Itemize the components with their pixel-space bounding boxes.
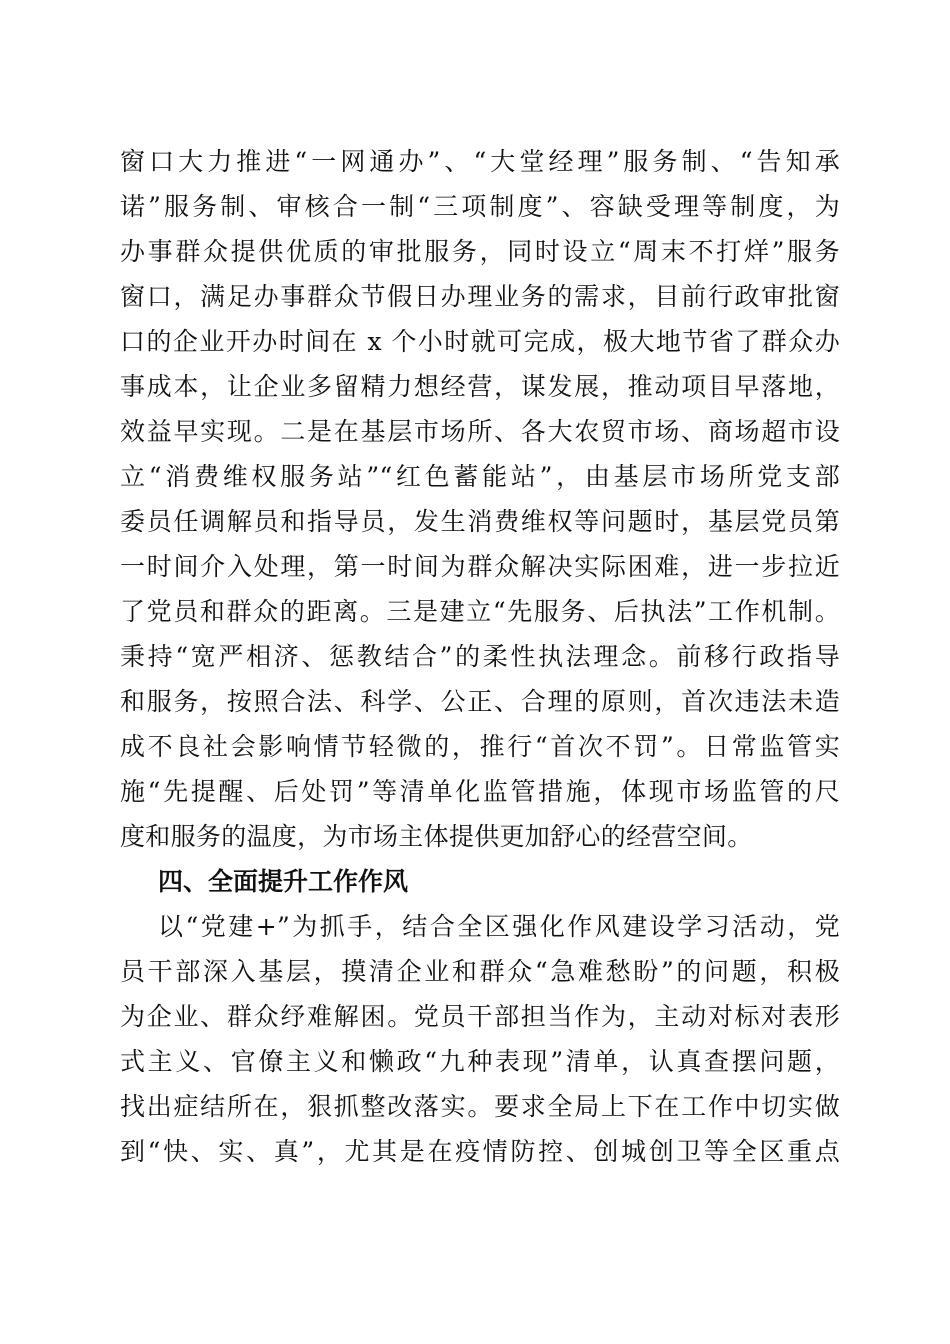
paragraph-1-line: 窗口，满足办事群众节假日办理业务的需求，目前行政审批窗 [120, 282, 840, 311]
paragraph-1-line: 口的企业开办时间在 x 个小时就可完成，极大地节省了群众办 [120, 327, 840, 356]
paragraph-2-line: 以“党建+”为抓手，结合全区强化作风建设学习活动，党 [158, 912, 840, 941]
paragraph-1-line: 诺”服务制、审核合一制“三项制度”、容缺受理等制度，为 [120, 192, 840, 221]
paragraph-1-line: 秉持“宽严相济、惩教结合”的柔性执法理念。前移行政指导 [120, 642, 840, 671]
paragraph-2-line: 式主义、官僚主义和懒政“九种表现”清单，认真查摆问题， [120, 1047, 840, 1076]
paragraph-1-line: 了党员和群众的距离。三是建立“先服务、后执法”工作机制。 [120, 597, 840, 626]
paragraph-1-line: 施“先提醒、后处罚”等清单化监管措施，体现市场监管的尺 [120, 777, 840, 806]
paragraph-1-line: 委员任调解员和指导员，发生消费维权等问题时，基层党员第 [120, 507, 840, 536]
paragraph-1-line: 度和服务的温度，为市场主体提供更加舒心的经营空间。 [120, 822, 753, 851]
paragraph-2-line: 为企业、群众纾难解困。党员干部担当作为，主动对标对表形 [120, 1002, 840, 1031]
paragraph-1-line: 效益早实现。二是在基层市场所、各大农贸市场、商场超市设 [120, 417, 840, 446]
paragraph-1-line: 办事群众提供优质的审批服务，同时设立“周末不打烊”服务 [120, 237, 840, 266]
paragraph-2-line: 员干部深入基层，摸清企业和群众“急难愁盼”的问题，积极 [120, 957, 840, 986]
paragraph-1-line: 成不良社会影响情节轻微的，推行“首次不罚”。日常监管实 [120, 732, 840, 761]
paragraph-1-line: 和服务，按照合法、科学、公正、合理的原则，首次违法未造 [120, 687, 840, 716]
paragraph-1-line: 立“消费维权服务站”“红色蓄能站”，由基层市场所党支部 [120, 462, 840, 491]
paragraph-2-line: 找出症结所在，狠抓整改落实。要求全局上下在工作中切实做 [120, 1092, 840, 1121]
paragraph-1-line: 一时间介入处理，第一时间为群众解决实际困难，进一步拉近 [120, 552, 840, 581]
paragraph-2-line: 到“快、实、真”，尤其是在疫情防控、创城创卫等全区重点 [120, 1137, 840, 1166]
section-heading: 四、全面提升工作作风 [158, 867, 409, 896]
paragraph-1-line: 窗口大力推进“一网通办”、“大堂经理”服务制、“告知承 [120, 147, 840, 176]
paragraph-1-line: 事成本，让企业多留精力想经营，谋发展，推动项目早落地， [120, 372, 840, 401]
